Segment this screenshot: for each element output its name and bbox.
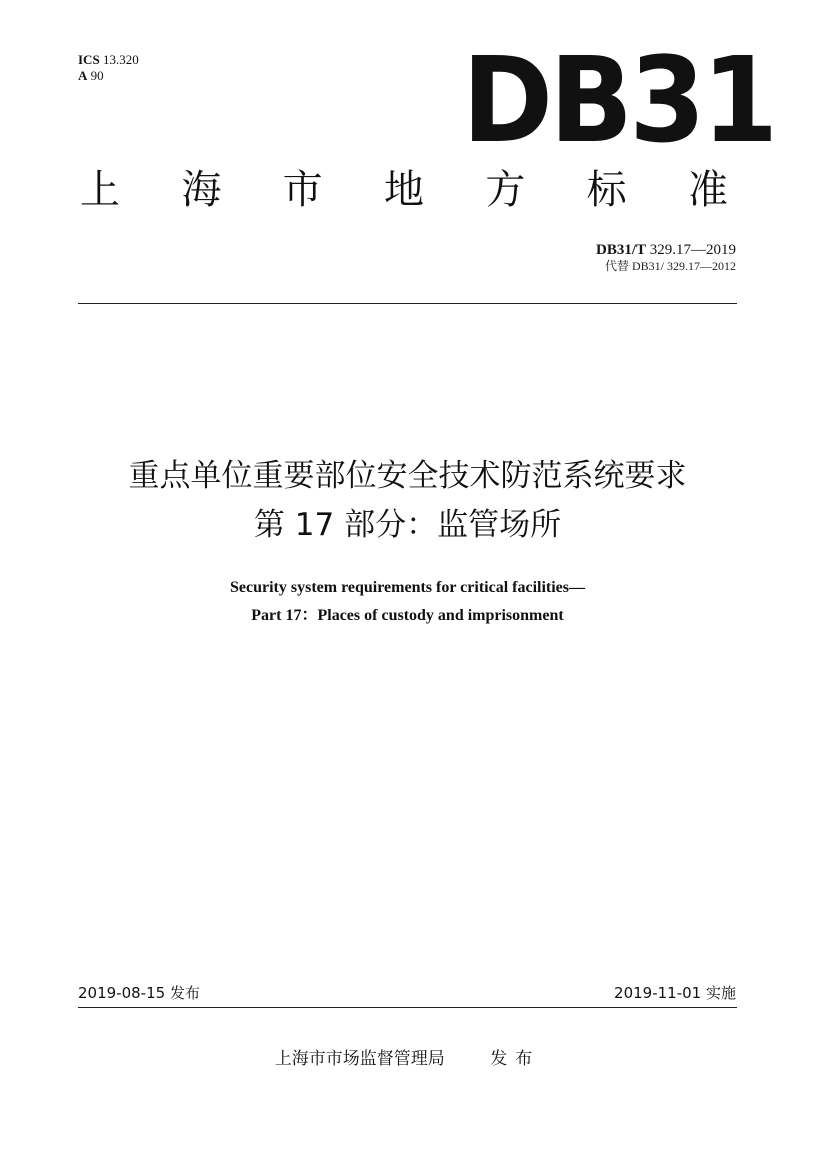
ics-code: 13.320 bbox=[102, 52, 139, 67]
standard-number bbox=[596, 241, 736, 259]
standard-type-char: 地 bbox=[383, 167, 424, 213]
ccs-code: 90 bbox=[90, 68, 104, 83]
standard-type-char: 市 bbox=[282, 167, 323, 213]
standard-type-char: 标 bbox=[586, 167, 627, 213]
standard-type-title bbox=[80, 164, 728, 216]
footer-divider bbox=[78, 1007, 737, 1008]
standard-type-char: 上 bbox=[80, 167, 120, 213]
classification-block bbox=[78, 52, 139, 84]
title-en-line2: Part 17：Places of custody and imprisonment bbox=[251, 607, 564, 624]
standard-number-block bbox=[596, 241, 736, 273]
standard-number-prefix: DB31/T bbox=[595, 242, 646, 258]
title-cn-line1: 重点单位重要部位安全技术防范系统要求 bbox=[128, 458, 687, 494]
standard-type-char: 准 bbox=[687, 167, 728, 213]
ccs-line bbox=[78, 68, 139, 84]
title-cn-line2: 第 17 部分：监管场所 bbox=[253, 507, 562, 543]
header-divider bbox=[78, 303, 737, 304]
db31-logo: DB31 bbox=[462, 31, 775, 169]
standard-number-value: 329.17—2019 bbox=[649, 242, 736, 258]
ccs-label: A bbox=[78, 68, 88, 83]
publisher-name: 上海市市场监督管理局 bbox=[274, 1049, 445, 1069]
replaces-note: 代替 DB31/ 329.17—2012 bbox=[604, 259, 736, 273]
standard-type-char: 方 bbox=[485, 167, 526, 213]
implement-date: 2019-11-01 实施 bbox=[614, 984, 736, 1002]
publisher-action: 发布 bbox=[490, 1049, 541, 1069]
publisher-line bbox=[0, 1047, 815, 1071]
ics-label: ICS bbox=[78, 52, 100, 67]
publish-date: 2019-08-15 发布 bbox=[78, 984, 200, 1002]
standard-type-char: 海 bbox=[181, 167, 222, 213]
title-en-line1: Security system requirements for critical facilities— bbox=[229, 579, 585, 596]
ics-line bbox=[78, 52, 139, 68]
